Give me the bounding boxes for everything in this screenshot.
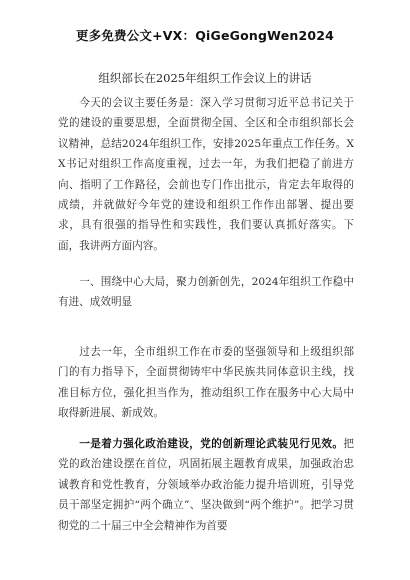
paragraph-political-building [58, 434, 354, 536]
paragraph-review [58, 342, 354, 424]
paragraph-continuation: 把党的政治建设摆在首位，巩固拓展主题教育成果，加强政治忠诚教育和党性教育，分领域举办政治能力提升培训班，引导党员干部坚定拥护“两个确立”、坚决做到“两个维护”。把学习贯彻党的二十届三中全会精神作为首要 [58, 438, 354, 532]
document-title: 组织部长在2025年组织工作会议上的讲话 [98, 71, 312, 85]
promo-banner: 更多免费公文+VX：QiGeGongWen2024 [75, 28, 335, 43]
paragraph-text: 过去一年，全市组织工作在市委的坚强领导和上级组织部门的有力指导下，全面贯彻铸牢中华民族共同体意识主线，找准目标方位，强化担当作为，推动组织工作在服务中心大局中取得新进展、新成效。 [58, 346, 354, 420]
bold-lead-sentence: 一是着力强化政治建设，党的创新理论武装见行见效。 [79, 438, 344, 450]
paragraph-opening [58, 93, 354, 256]
paragraph-text [58, 434, 354, 536]
section-heading-1 [58, 272, 354, 313]
paragraph-text: 今天的会议主要任务是：深入学习贯彻习近平总书记关于党的建设的重要思想，全面贯彻全国、全区和全市组织部长会议精神，总结2024年组织工作，安排2025年重点工作任务。XX书记对组织工作高度重视，过去一年，为我们把稳了前进方向、指明了工作路径，会前也专门作出批示，肯定去年取得的成绩，并就做好今年党的建设和组织工作作出部署、提出要求，具有很强的指导性和实践性，我们要认真抓好落实。下面，我讲两方面内容。 [58, 97, 354, 252]
section-heading-text: 一、围绕中心大局，聚力创新创先，2024年组织工作稳中有进、成效明显 [58, 276, 354, 309]
